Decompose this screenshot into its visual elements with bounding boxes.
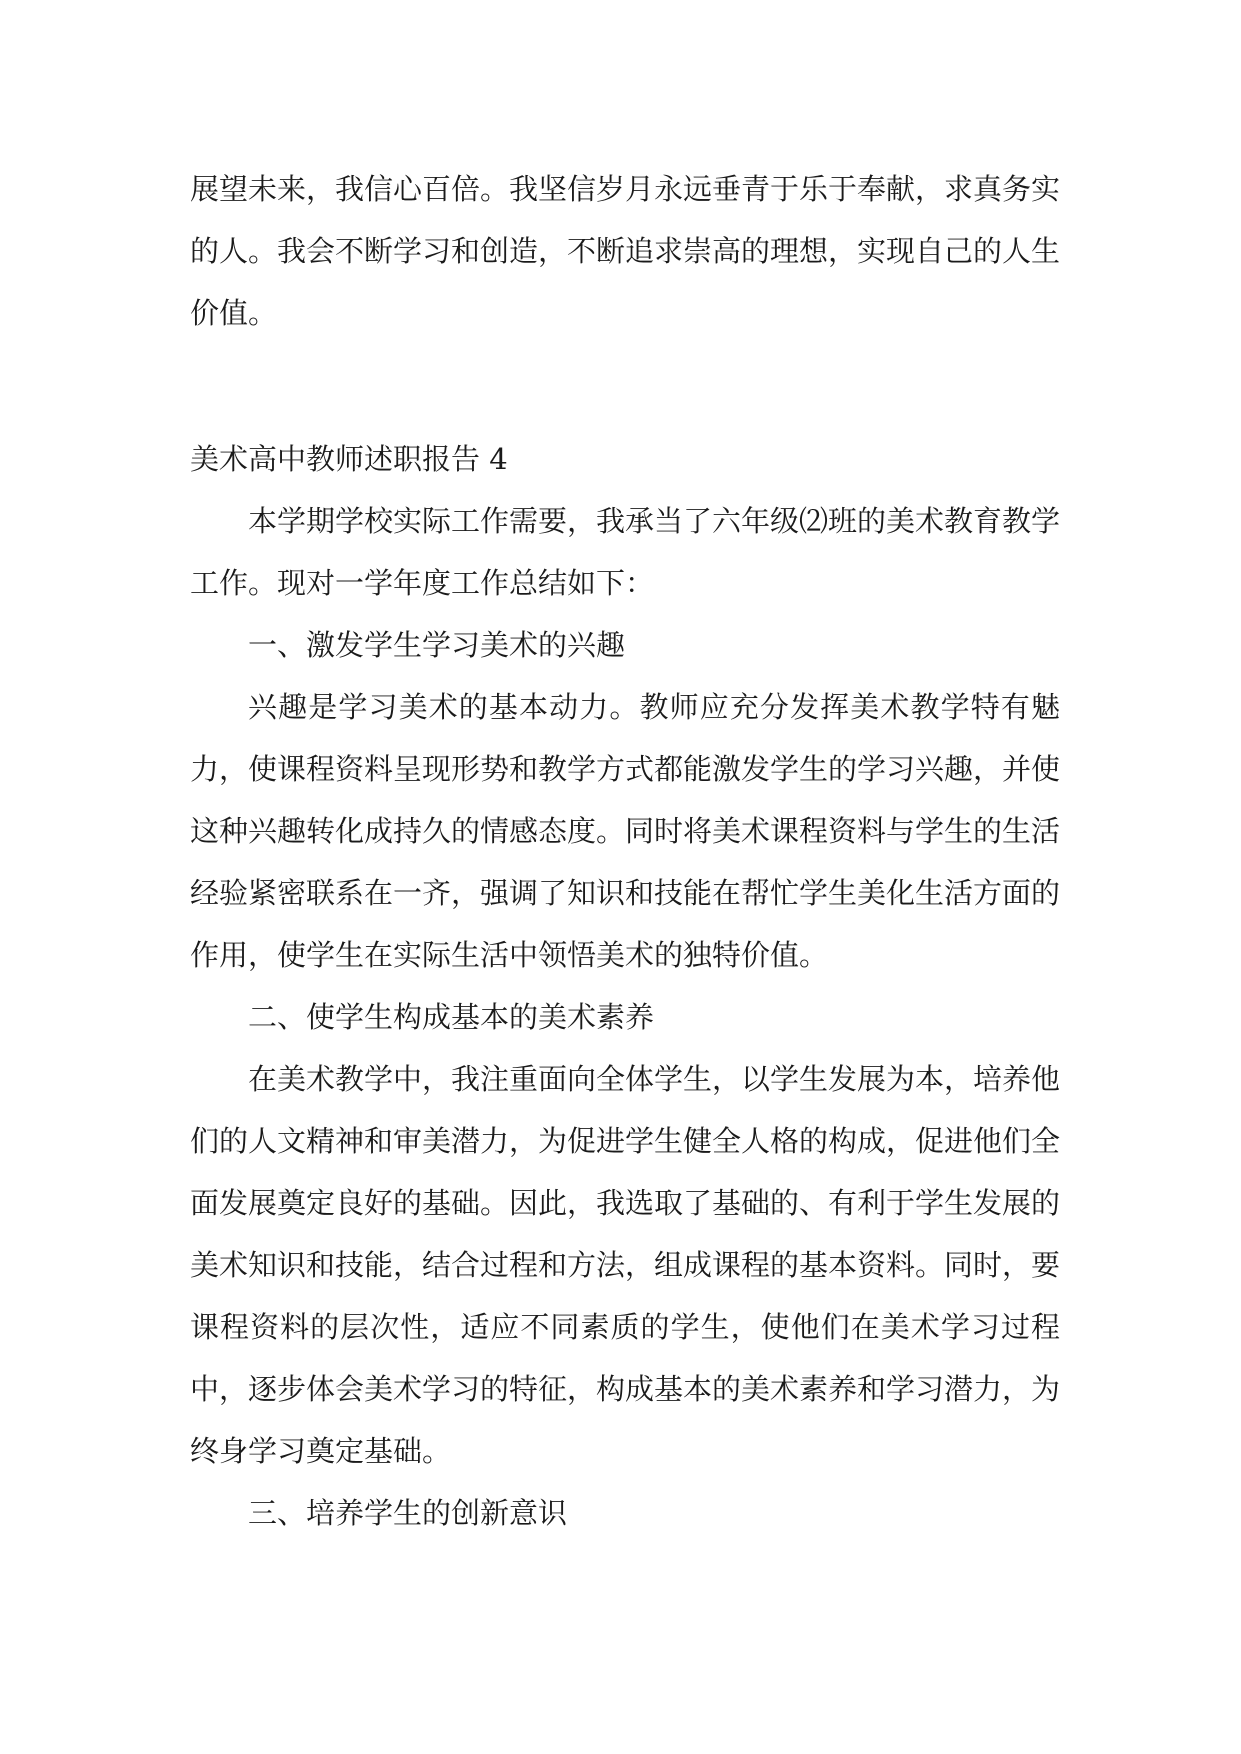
opening-paragraph: 本学期学校实际工作需要，我承当了六年级⑵班的美术教育教学工作。现对一学年度工作总结如下： [190, 504, 1061, 600]
body-paragraph-2: 在美术教学中，我注重面向全体学生，以学生发展为本，培养他们的人文精神和审美潜力，为促进学生健全人格的构成，促进他们全面发展奠定良好的基础。因此，我选取了基础的、有利于学生发展的美术知识和技能，结合过程和方法，组成课程的基本资料。同时，要课程资料的层次性，适应不同素质的学生，使他们在美术学习过程中，逐步体会美术学习的特征，构成基本的美术素养和学习潜力，为终身学习奠定基础。 [190, 1062, 1061, 1468]
section-heading-2: 二、使学生构成基本的美术素养 [248, 1000, 655, 1034]
paragraph-spacer [190, 344, 1060, 428]
body-paragraph-1: 兴趣是学习美术的基本动力。教师应充分发挥美术教学特有魅力，使课程资料呈现形势和教学方式都能激发学生的学习兴趣，并使这种兴趣转化成持久的情感态度。同时将美术课程资料与学生的生活经验紧密联系在一齐，强调了知识和技能在帮忙学生美化生活方面的作用，使学生在实际生活中领悟美术的独特价值。 [190, 690, 1061, 972]
section-heading-1: 一、激发学生学习美术的兴趣 [248, 628, 626, 662]
section-heading-3: 三、培养学生的创新意识 [248, 1496, 568, 1530]
section-title: 美术高中教师述职报告 4 [190, 442, 508, 476]
intro-paragraph: 展望未来，我信心百倍。我坚信岁月永远垂青于乐于奉献，求真务实的人。我会不断学习和创造，不断追求崇高的理想，实现自己的人生价值。 [190, 172, 1061, 330]
document-body [190, 158, 1060, 1544]
